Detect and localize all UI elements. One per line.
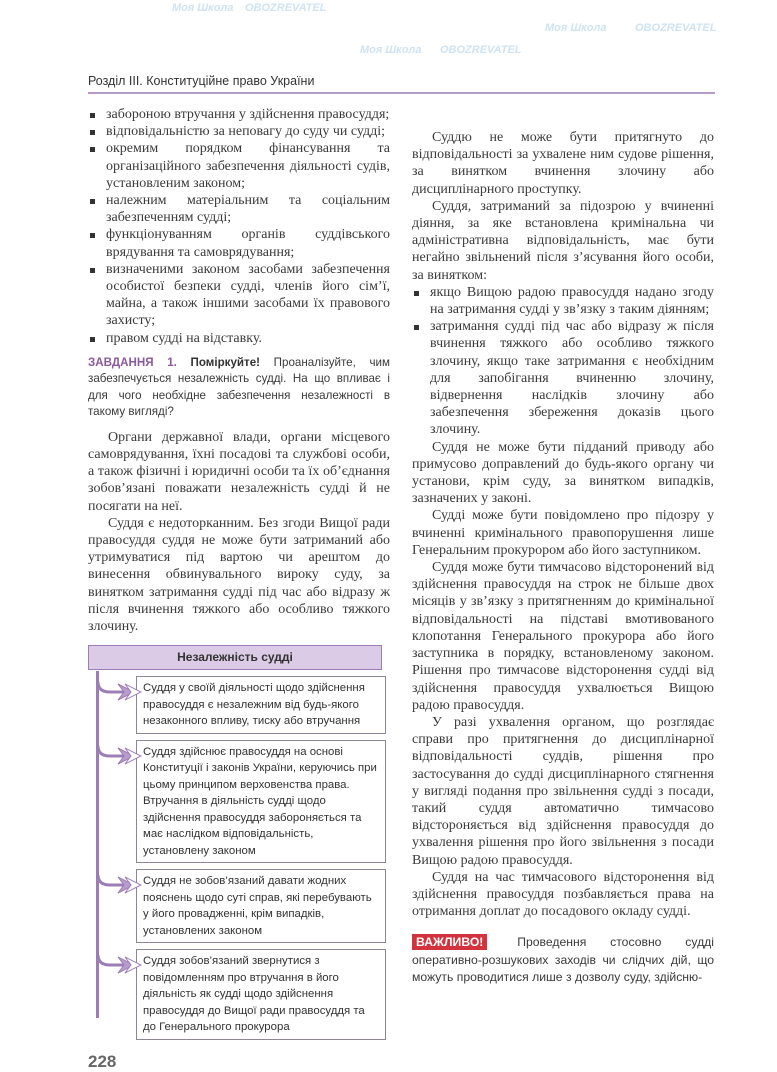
arrow-icon (96, 746, 142, 766)
task-emphasis: Поміркуйте! (190, 355, 261, 369)
paragraph: Суддя може бути тимчасово відсторонений від здійснення правосуддя на строк не більше двох місяців у зв’язку з притягненням до кримінальної відповідальності на підставі вмотивованого клопотання Генерального прокурора або його заступника в порядку, встановленому законом. Рішення про тимчасове відсторонення судді від здійснення правосуддя ухвалюється Вищою радою правосуддя. (412, 560, 714, 713)
arrow-icon (96, 875, 142, 895)
judge-independence-diagram (88, 645, 386, 1042)
task-label: ЗАВДАННЯ 1. (88, 355, 177, 369)
watermark: Моя Школа (172, 2, 234, 14)
diagram-item: Суддя зобов’язаний звернутися з повідомленням про втручання в його діяльність як судді щодо здійснення правосуддя до Вищої ради правосуддя та до Генерального прокурора (136, 949, 386, 1040)
important-text: Проведення стосовно судді оперативно-розшукових заходів чи слідчих дій, що можуть проводитися лише з дозволу суду, здійсню- (412, 935, 714, 985)
diagram-item: Суддя здійснює правосуддя на основі Конституції і законів України, керуючись при цьому принципом верховенства права. Втручання в діяльність судді щодо здійснення правосуддя забороняється та має наслідком відповідальність, установлену законом (136, 740, 386, 864)
list-item: забороною втручання у здійснення правосуддя; (88, 106, 390, 123)
watermark: OBOZREVATEL (245, 2, 327, 14)
diagram-item: Суддя не зобов’язаний давати жодних пояснень щодо суті справ, які перебувають у його провадженні, крім випадків, установлених законом (136, 869, 386, 943)
watermark: OBOZREVATEL (635, 22, 717, 34)
watermark: OBOZREVATEL (440, 44, 522, 56)
list-item: відповідальністю за неповагу до суду чи судді; (88, 123, 390, 140)
arrow-icon (96, 682, 142, 702)
arrow-icon (96, 955, 142, 975)
important-note (412, 934, 714, 987)
paragraph: У разі ухвалення органом, що розглядає справи про притягнення до дисциплінарної відповідальності суддів, рішення про застосування до судді дисциплінарного стягнення у вигляді подання про звільнення судді з посади, такий суддя автоматично тимчасово відстороняється від здійснення правосуддя до ухвалення рішення про його звільнення з посади Вищою радою правосуддя. (412, 714, 714, 868)
paragraph: Суддю не може бути притягнуто до відповідальності за ухвалене ним судове рішення, за винятком вчинення злочину або дисциплінарного проступку. (412, 130, 714, 197)
diagram-row (88, 740, 386, 864)
paragraph: Суддя не може бути підданий приводу або примусово доправлений до будь-якого органу чи установи, крім суду, за винятком випадків, зазначених у законі. (412, 439, 714, 507)
paragraph: Судді може бути повідомлено про підозру у вчиненні кримінального правопорушення лише Генеральним прокурором або його заступником. (412, 508, 714, 558)
watermark: Моя Школа (360, 44, 422, 56)
list-item: затримання судді під час або відразу ж після вчинення тяжкого або особливо тяжкого злочину, якщо таке затримання є необхідним для запобігання вчиненню злочину, відвернення наслідків злочину або забезпечення збереження доказів цього злочину. (412, 318, 714, 438)
left-column (88, 106, 390, 1072)
list-item: правом судді на відставку. (88, 330, 390, 347)
important-badge: ВАЖЛИВО! (412, 934, 487, 950)
page-number: 228 (88, 1051, 117, 1071)
diagram-item: Суддя у своїй діяльності щодо здійснення правосуддя є незалежним від будь-якого незаконного впливу, тиску або втручання (136, 676, 386, 734)
list-item: якщо Вищою радою правосуддя надано згоду на затримання судді у зв’язку з таким діянням; (412, 284, 714, 318)
list-item: визначеними законом засобами забезпечення особистої безпеки судді, членів його сім’ї, майна, а також іншими засобами їх правового захисту; (88, 261, 390, 330)
exceptions-list (412, 284, 714, 439)
paragraph: Органи державної влади, органи місцевого самоврядування, їхні посадові та службові особи, а також фізичні і юридичні особи та їх об’єднання зобов’язані поважати незалежність судді й не посягати на неї. (88, 429, 390, 514)
diagram-row (88, 949, 386, 1040)
header-divider (88, 92, 715, 94)
task-text: Проаналізуйте, чим забезпечується незалежність судді. На що впливає і для чого необхідне забезпечення незалежності в такому вигляді? (88, 355, 390, 419)
paragraph: Суддя на час тимчасового відсторонення від здійснення правосуддя позбавляється права на отримання доплат до посадового окладу судді. (412, 869, 714, 920)
diagram-row (88, 676, 386, 734)
right-column (412, 129, 714, 987)
paragraph: Суддя є недоторканним. Без згоди Вищої ради правосуддя суддя не може бути затриманий або утримуватися під вартою чи арештом до винесення обвинувального вироку суду, за винятком затримання судді під час або відразу ж після вчинення тяжкого або особливо тяжкого злочину. (88, 515, 390, 635)
watermark: Моя Школа (545, 22, 607, 34)
guarantees-list (88, 106, 390, 347)
paragraph: Суддя, затриманий за підозрою у вчиненні діяння, за яке встановлена кримінальна чи адміністративна відповідальність, має бути негайно звільнений після з’ясування його особи, за винятком: (412, 198, 714, 283)
diagram-title: Незалежність судді (88, 645, 382, 670)
list-item: функціонуванням органів суддівського врядування та самоврядування; (88, 226, 390, 260)
list-item: окремим порядком фінансування та організаційного забезпечення діяльності судів, установленим законом; (88, 140, 390, 192)
list-item: належним матеріальним та соціальним забезпеченням судді; (88, 192, 390, 226)
chapter-header: Розділ ІІІ. Конституційне право України (88, 74, 315, 88)
diagram-row (88, 869, 386, 943)
task-block (88, 355, 390, 421)
